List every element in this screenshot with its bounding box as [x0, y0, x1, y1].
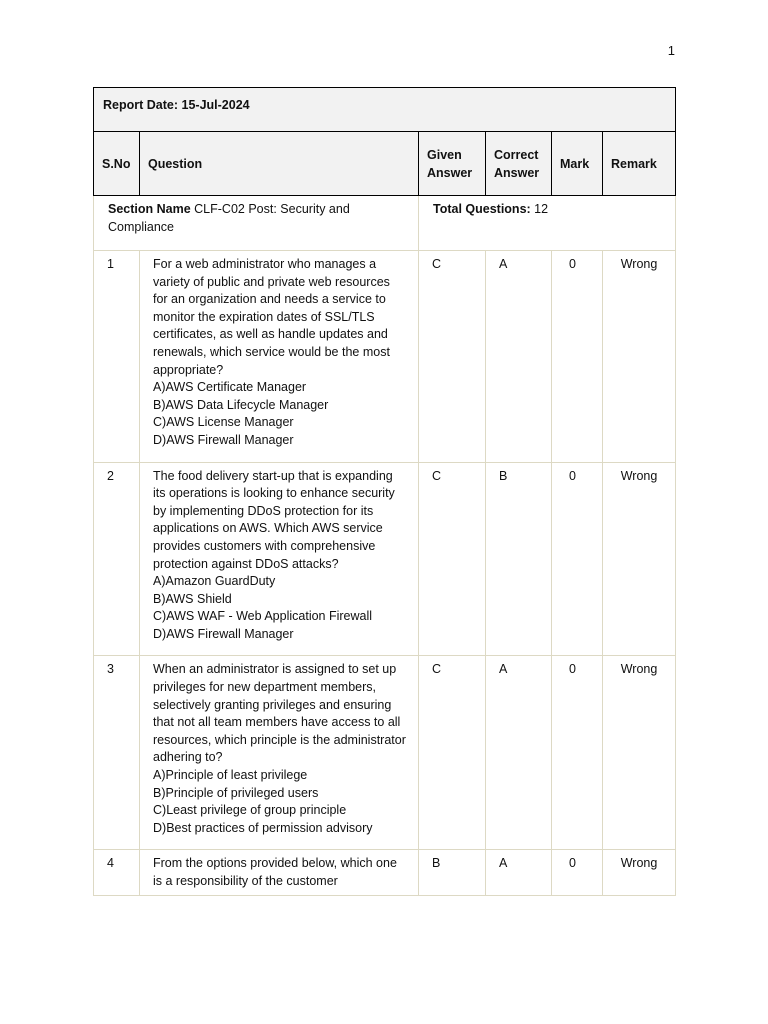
sno-cell: 3 [94, 656, 140, 849]
option-b: B)Principle of privileged users [153, 785, 319, 800]
report-date-label: Report Date: [103, 98, 179, 112]
table-header [93, 87, 676, 196]
section-row [93, 196, 676, 251]
option-c: C)AWS WAF - Web Application Firewall [153, 609, 373, 624]
correct-answer-cell: A [486, 850, 552, 894]
option-c: C)Least privilege of group principle [153, 803, 347, 818]
option-d: D)AWS Firewall Manager [153, 432, 294, 447]
total-questions-label: Total Questions: [433, 202, 531, 216]
question-cell [140, 850, 419, 894]
column-header-mark: Mark [552, 132, 603, 195]
remark-cell: Wrong [620, 468, 658, 483]
given-answer-cell: B [419, 850, 486, 894]
column-headers [94, 132, 675, 195]
mark-cell: 0 [552, 850, 603, 894]
option-b: B)AWS Shield [153, 591, 232, 606]
option-a: A)Amazon GuardDuty [153, 574, 276, 589]
table-row [93, 656, 676, 850]
option-c: C)AWS License Manager [153, 415, 294, 430]
sno-cell: 1 [94, 251, 140, 462]
page-number: 1 [667, 43, 675, 58]
remark-cell: Wrong [620, 257, 658, 271]
table-row [93, 251, 676, 463]
given-answer-cell: C [419, 251, 486, 462]
option-a: A)AWS Certificate Manager [153, 380, 307, 395]
column-header-correct-answer: Correct Answer [486, 132, 552, 195]
table-row [93, 850, 676, 895]
column-header-sno: S.No [94, 132, 140, 195]
question-cell [140, 656, 419, 849]
question-text: The food delivery start-up that is expanding its operations is looking to enhance security by implementing DDoS protection for its applications on AWS. Which AWS service provides customers with comprehensive protection against DDoS attacks? [153, 468, 395, 571]
report-table [93, 87, 676, 896]
section-name-label: Section Name [108, 202, 191, 216]
column-header-question: Question [140, 132, 419, 195]
question-cell [140, 463, 419, 656]
table-row [93, 463, 676, 657]
sno-cell: 2 [94, 463, 140, 656]
question-text: When an administrator is assigned to set up privileges for new department members, selectively granting privileges and ensuring that not all team members have access to all resources, which principle is the administrator adhering to? [153, 662, 406, 765]
option-b: B)AWS Data Lifecycle Manager [153, 397, 329, 412]
report-date-row [94, 88, 675, 132]
mark-cell: 0 [552, 251, 603, 462]
option-d: D)Best practices of permission advisory [153, 820, 373, 835]
option-a: A)Principle of least privilege [153, 768, 308, 783]
given-answer-cell: C [419, 656, 486, 849]
column-header-remark: Remark [611, 156, 657, 171]
section-name-cell [94, 196, 419, 250]
question-cell [140, 251, 419, 462]
question-text: From the options provided below, which one is a responsibility of the customer [153, 856, 397, 888]
remark-cell: Wrong [620, 856, 658, 871]
correct-answer-cell: A [486, 251, 552, 462]
report-date-value: 15-Jul-2024 [181, 98, 250, 112]
given-answer-cell: C [419, 463, 486, 656]
correct-answer-cell: A [486, 656, 552, 849]
remark-cell: Wrong [620, 662, 658, 677]
question-text: For a web administrator who manages a variety of public and private web resources for an organization and needs a service to monitor the expiration dates of SSL/TLS certificates, as well as handle updates and renewals, which service would be the most appropriate? [153, 257, 390, 377]
mark-cell: 0 [552, 656, 603, 849]
mark-cell: 0 [552, 463, 603, 656]
total-questions-value: 12 [534, 202, 549, 216]
column-header-given-answer: Given Answer [419, 132, 486, 195]
option-d: D)AWS Firewall Manager [153, 626, 294, 641]
sno-cell: 4 [94, 850, 140, 894]
section-name-value: CLF-C02 Post: Security and Compliance [108, 202, 350, 234]
correct-answer-cell: B [486, 463, 552, 656]
total-questions-cell [419, 196, 675, 250]
